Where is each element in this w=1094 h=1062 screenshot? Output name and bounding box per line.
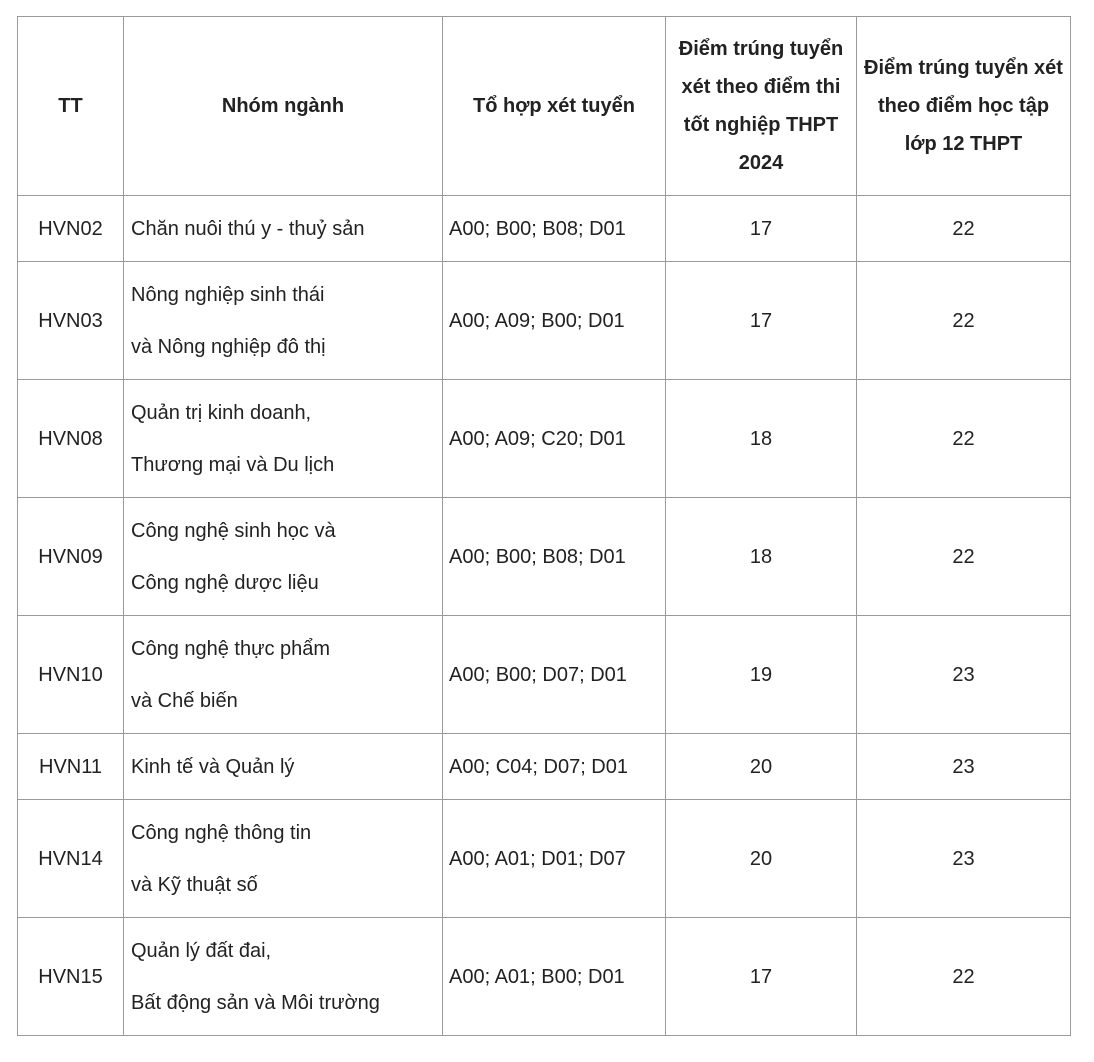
cell-score-transcript: 22 bbox=[857, 196, 1071, 262]
cell-score-exam: 17 bbox=[666, 262, 857, 380]
table-row bbox=[18, 918, 1071, 1036]
table-row bbox=[18, 498, 1071, 616]
cell-combo: A00; A01; D01; D07 bbox=[443, 800, 666, 918]
cell-tt: HVN08 bbox=[18, 380, 124, 498]
cell-combo: A00; A09; C20; D01 bbox=[443, 380, 666, 498]
cell-score-transcript: 23 bbox=[857, 734, 1071, 800]
table-row bbox=[18, 196, 1071, 262]
header-score-transcript: Điểm trúng tuyển xét theo điểm học tập lớp 12 THPT bbox=[857, 17, 1071, 196]
cell-group-name: Chăn nuôi thú y - thuỷ sản bbox=[124, 196, 443, 262]
cell-tt: HVN09 bbox=[18, 498, 124, 616]
cell-group-name: Công nghệ sinh học và Công nghệ dược liệu bbox=[124, 498, 443, 616]
table-row bbox=[18, 734, 1071, 800]
header-tt: TT bbox=[18, 17, 124, 196]
cell-score-exam: 20 bbox=[666, 734, 857, 800]
cell-combo: A00; C04; D07; D01 bbox=[443, 734, 666, 800]
cell-group-name: Quản lý đất đai, Bất động sản và Môi trường bbox=[124, 918, 443, 1036]
table-row bbox=[18, 616, 1071, 734]
cell-tt: HVN10 bbox=[18, 616, 124, 734]
cell-tt: HVN15 bbox=[18, 918, 124, 1036]
cell-score-exam: 18 bbox=[666, 498, 857, 616]
header-group: Nhóm ngành bbox=[124, 17, 443, 196]
cell-group-name: Nông nghiệp sinh thái và Nông nghiệp đô thị bbox=[124, 262, 443, 380]
cell-score-transcript: 23 bbox=[857, 616, 1071, 734]
cell-score-transcript: 22 bbox=[857, 918, 1071, 1036]
cell-combo: A00; A01; B00; D01 bbox=[443, 918, 666, 1036]
cell-combo: A00; B00; D07; D01 bbox=[443, 616, 666, 734]
cell-group-name: Công nghệ thông tin và Kỹ thuật số bbox=[124, 800, 443, 918]
header-row bbox=[18, 17, 1071, 196]
cell-group-name: Kinh tế và Quản lý bbox=[124, 734, 443, 800]
cell-tt: HVN02 bbox=[18, 196, 124, 262]
cell-score-transcript: 22 bbox=[857, 498, 1071, 616]
admission-score-table bbox=[17, 16, 1071, 1036]
table-row bbox=[18, 262, 1071, 380]
cell-tt: HVN11 bbox=[18, 734, 124, 800]
cell-combo: A00; A09; B00; D01 bbox=[443, 262, 666, 380]
cell-tt: HVN14 bbox=[18, 800, 124, 918]
cell-score-transcript: 22 bbox=[857, 380, 1071, 498]
cell-score-exam: 20 bbox=[666, 800, 857, 918]
cell-combo: A00; B00; B08; D01 bbox=[443, 498, 666, 616]
cell-combo: A00; B00; B08; D01 bbox=[443, 196, 666, 262]
cell-score-exam: 19 bbox=[666, 616, 857, 734]
header-combo: Tổ hợp xét tuyển bbox=[443, 17, 666, 196]
cell-score-exam: 18 bbox=[666, 380, 857, 498]
cell-score-exam: 17 bbox=[666, 918, 857, 1036]
cell-tt: HVN03 bbox=[18, 262, 124, 380]
cell-group-name: Quản trị kinh doanh, Thương mại và Du lịch bbox=[124, 380, 443, 498]
cell-group-name: Công nghệ thực phẩm và Chế biến bbox=[124, 616, 443, 734]
table-row bbox=[18, 380, 1071, 498]
cell-score-exam: 17 bbox=[666, 196, 857, 262]
cell-score-transcript: 22 bbox=[857, 262, 1071, 380]
table-row bbox=[18, 800, 1071, 918]
header-score-exam: Điểm trúng tuyển xét theo điểm thi tốt nghiệp THPT 2024 bbox=[666, 17, 857, 196]
cell-score-transcript: 23 bbox=[857, 800, 1071, 918]
